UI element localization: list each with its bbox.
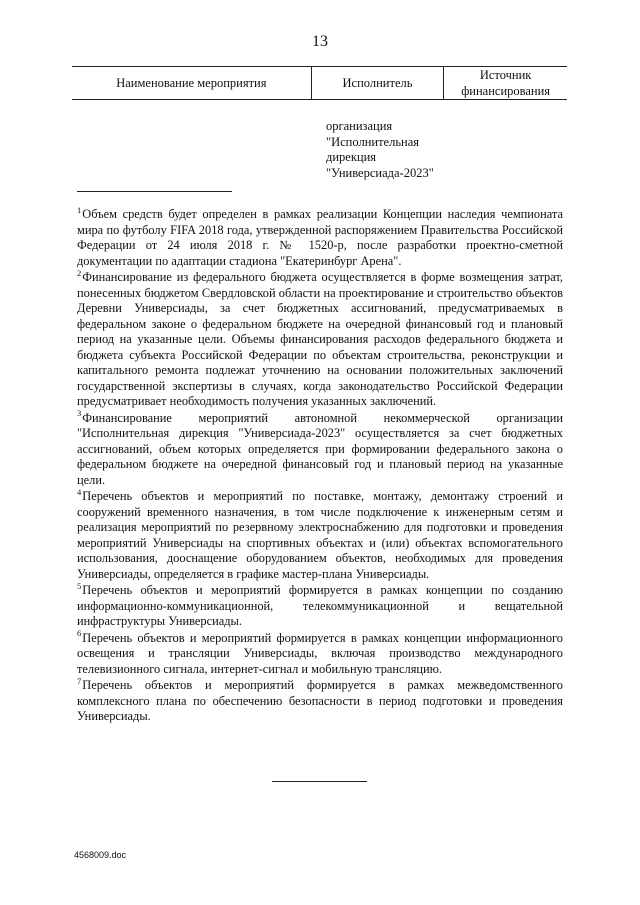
footnote-5 [77,580,563,630]
footnote-marker: 7 [77,675,82,686]
footnote-separator [77,191,232,192]
footnote-7 [77,675,563,725]
end-separator [272,781,367,782]
footnote-marker: 5 [77,580,82,591]
footnote-1 [77,204,563,269]
executor-line: дирекция [326,150,377,164]
footnote-2 [77,267,563,410]
footnote-marker: 6 [77,628,82,639]
footnote-marker: 1 [77,204,82,215]
page-number: 13 [312,33,328,50]
executor-line: "Универсиада-2023" [326,165,434,180]
footnote-marker: 3 [77,408,82,419]
header-funding-source: Источник финансирования [444,67,567,100]
footnotes [77,204,563,726]
footnote-text: Объем средств будет определен в рамках реализации Концепции наследия чемпионата мира по футболу FIFA 2018 года, утвержденной распоряжением Правительства Российской Федерации от 24 июля 2018 г. № 1520-р, после разработки проектно-сметной документации по адаптации стадиона "Екатеринбург Арена". [77,207,563,268]
table-header [72,66,567,100]
header-event-name: Наименование мероприятия [72,67,311,100]
footnote-6 [77,628,563,678]
footnote-text: Финансирование мероприятий автономной некоммерческой организации "Исполнительная дирекция "Универсиада-2023" осуществляется за счет бюджетных ассигнований, объем которых определяется при формировании федерального закона о федеральном бюджете на очередной финансовый год и плановый период на указанные цели. [77,410,563,487]
executor-line: организация [326,119,393,133]
executor-line: "Исполнительная [326,134,420,149]
footnote-marker: 4 [77,486,82,497]
footnote-text: Перечень объектов и мероприятий формируется в рамках межведомственного комплексного плана по обеспечению безопасности в период подготовки и проведения Универсиады. [77,678,563,723]
footnote-marker: 2 [77,267,82,278]
footnote-text: Перечень объектов и мероприятий формируется в рамках концепции информационного освещения и трансляции Универсиады, включая производство международного телевизионного сигнала, интернет-сигнал и мобильную трансляцию. [77,630,563,676]
footnote-text: Перечень объектов и мероприятий по поставке, монтажу, демонтажу строений и сооружений временного назначения, в том числе подключение к инженерным сетям и реализация мероприятий по резервному электроснабжению для подготовки и проведения мероприятий Универсиады на спортивных объектах и (или) объектах вспомогательного использования, дооснащение оборудованием объектов, необходимых для проведения Универсиады, определяется в графике мастер-плана Универсиады. [77,489,563,581]
executor-cell [326,119,434,181]
footnote-text: Перечень объектов и мероприятий формируется в рамках концепции по созданию информационно-коммуникационной, телекоммуникационной и вещательной инфраструктуры Универсиады. [77,583,563,628]
header-executor: Исполнитель [311,67,444,100]
footnote-4 [77,486,563,582]
footnote-3 [77,408,563,489]
file-name: 4568009.doc [74,850,127,860]
footnote-text: Финансирование из федерального бюджета осуществляется в форме возмещения затрат, понесенных бюджетом Свердловской области на проектирование и строительство объектов Деревни Универсиады, за счет бюджетных ассигнований, предусматриваемых в федеральном законе о федеральном бюджете на очередной финансовый год и плановый период на указанные цели. Объемы финансирования расходов федерального бюджета и бюджета субъекта Российской Федерации по объектам строительства, реконструкции и капитального ремонта подлежат уточнению на основании положительных заключений государственной экспертизы в случаях, когда законодательство Российской Федерации предусматривает необходимость получения указанных заключений. [77,270,563,408]
